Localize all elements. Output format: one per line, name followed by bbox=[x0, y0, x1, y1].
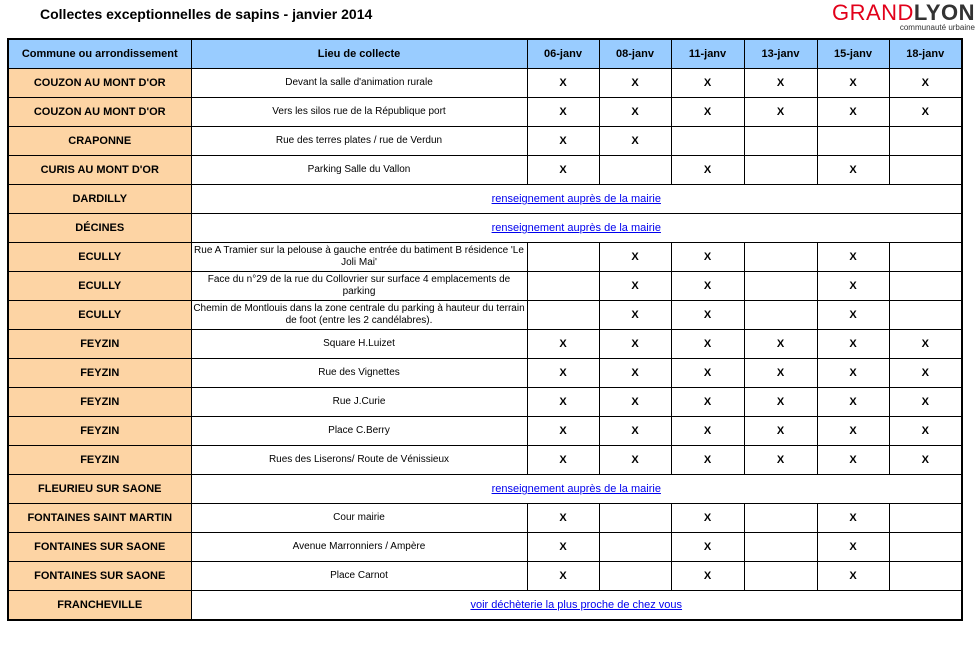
logo-lyon: LYON bbox=[913, 0, 975, 25]
date-mark-cell: X bbox=[671, 446, 744, 475]
table-row bbox=[8, 301, 962, 330]
lieu-cell: Place Carnot bbox=[191, 562, 527, 591]
table-row bbox=[8, 185, 962, 214]
commune-cell: ECULLY bbox=[8, 301, 191, 330]
date-mark-cell: X bbox=[527, 330, 599, 359]
lieu-cell: Parking Salle du Vallon bbox=[191, 156, 527, 185]
commune-cell: FEYZIN bbox=[8, 359, 191, 388]
commune-cell: COUZON AU MONT D'OR bbox=[8, 69, 191, 98]
lieu-cell: Vers les silos rue de la République port bbox=[191, 98, 527, 127]
date-mark-cell bbox=[744, 533, 817, 562]
date-mark-cell: X bbox=[671, 301, 744, 330]
date-mark-cell: X bbox=[817, 388, 889, 417]
info-link[interactable]: renseignement auprès de la mairie bbox=[491, 222, 661, 234]
date-mark-cell: X bbox=[599, 243, 671, 272]
lieu-cell: Rue A Tramier sur la pelouse à gauche entrée du batiment B résidence 'Le Joli Mai' bbox=[191, 243, 527, 272]
date-mark-cell: X bbox=[671, 156, 744, 185]
lieu-cell: Devant la salle d'animation rurale bbox=[191, 69, 527, 98]
column-header-2: 06-janv bbox=[527, 39, 599, 69]
date-mark-cell: X bbox=[527, 533, 599, 562]
commune-cell: FRANCHEVILLE bbox=[8, 591, 191, 621]
table-row bbox=[8, 98, 962, 127]
info-cell bbox=[191, 591, 962, 621]
info-cell bbox=[191, 214, 962, 243]
date-mark-cell: X bbox=[744, 98, 817, 127]
date-mark-cell: X bbox=[527, 562, 599, 591]
page-title: Collectes exceptionnelles de sapins - janvier 2014 bbox=[40, 6, 373, 22]
column-header-1: Lieu de collecte bbox=[191, 39, 527, 69]
date-mark-cell: X bbox=[527, 417, 599, 446]
date-mark-cell: X bbox=[527, 446, 599, 475]
column-header-0: Commune ou arrondissement bbox=[8, 39, 191, 69]
info-link[interactable]: renseignement auprès de la mairie bbox=[491, 193, 661, 205]
date-mark-cell bbox=[889, 127, 962, 156]
date-mark-cell: X bbox=[599, 301, 671, 330]
date-mark-cell: X bbox=[527, 388, 599, 417]
date-mark-cell: X bbox=[599, 69, 671, 98]
date-mark-cell: X bbox=[599, 388, 671, 417]
lieu-cell: Chemin de Montlouis dans la zone centrale du parking à hauteur du terrain de foot (entre les 2 candélabres). bbox=[191, 301, 527, 330]
date-mark-cell: X bbox=[671, 533, 744, 562]
column-header-3: 08-janv bbox=[599, 39, 671, 69]
date-mark-cell: X bbox=[671, 272, 744, 301]
table-row bbox=[8, 69, 962, 98]
commune-cell: FEYZIN bbox=[8, 388, 191, 417]
date-mark-cell bbox=[671, 127, 744, 156]
date-mark-cell: X bbox=[817, 446, 889, 475]
date-mark-cell bbox=[599, 533, 671, 562]
column-header-5: 13-janv bbox=[744, 39, 817, 69]
date-mark-cell: X bbox=[817, 301, 889, 330]
info-link[interactable]: renseignement auprès de la mairie bbox=[491, 483, 661, 495]
collection-table bbox=[7, 38, 963, 621]
date-mark-cell: X bbox=[671, 330, 744, 359]
date-mark-cell: X bbox=[744, 69, 817, 98]
date-mark-cell bbox=[889, 533, 962, 562]
date-mark-cell: X bbox=[599, 417, 671, 446]
lieu-cell: Rue des Vignettes bbox=[191, 359, 527, 388]
lieu-cell: Avenue Marronniers / Ampère bbox=[191, 533, 527, 562]
date-mark-cell bbox=[744, 562, 817, 591]
date-mark-cell: X bbox=[817, 69, 889, 98]
date-mark-cell: X bbox=[889, 330, 962, 359]
column-header-7: 18-janv bbox=[889, 39, 962, 69]
table-row bbox=[8, 504, 962, 533]
date-mark-cell: X bbox=[889, 417, 962, 446]
date-mark-cell: X bbox=[671, 243, 744, 272]
date-mark-cell: X bbox=[599, 446, 671, 475]
date-mark-cell: X bbox=[671, 504, 744, 533]
lieu-cell: Rue des terres plates / rue de Verdun bbox=[191, 127, 527, 156]
date-mark-cell: X bbox=[817, 243, 889, 272]
date-mark-cell bbox=[599, 156, 671, 185]
table-row bbox=[8, 475, 962, 504]
logo-wordmark bbox=[832, 2, 975, 24]
date-mark-cell bbox=[889, 243, 962, 272]
date-mark-cell: X bbox=[599, 359, 671, 388]
table-row bbox=[8, 127, 962, 156]
date-mark-cell: X bbox=[889, 98, 962, 127]
date-mark-cell: X bbox=[671, 417, 744, 446]
date-mark-cell: X bbox=[744, 446, 817, 475]
column-header-6: 15-janv bbox=[817, 39, 889, 69]
date-mark-cell bbox=[889, 562, 962, 591]
date-mark-cell: X bbox=[671, 359, 744, 388]
date-mark-cell bbox=[817, 127, 889, 156]
date-mark-cell: X bbox=[817, 504, 889, 533]
commune-cell: COUZON AU MONT D'OR bbox=[8, 98, 191, 127]
date-mark-cell: X bbox=[527, 69, 599, 98]
date-mark-cell: X bbox=[744, 417, 817, 446]
grandlyon-logo bbox=[832, 2, 975, 32]
date-mark-cell bbox=[889, 272, 962, 301]
commune-cell: ECULLY bbox=[8, 243, 191, 272]
date-mark-cell: X bbox=[599, 272, 671, 301]
lieu-cell: Place C.Berry bbox=[191, 417, 527, 446]
commune-cell: FLEURIEU SUR SAONE bbox=[8, 475, 191, 504]
table-row bbox=[8, 591, 962, 621]
info-cell bbox=[191, 475, 962, 504]
commune-cell: ECULLY bbox=[8, 272, 191, 301]
logo-subtitle: communauté urbaine bbox=[899, 23, 975, 32]
table-row bbox=[8, 562, 962, 591]
commune-cell: DARDILLY bbox=[8, 185, 191, 214]
commune-cell: FONTAINES SAINT MARTIN bbox=[8, 504, 191, 533]
date-mark-cell: X bbox=[744, 359, 817, 388]
commune-cell: DÉCINES bbox=[8, 214, 191, 243]
date-mark-cell: X bbox=[527, 156, 599, 185]
commune-cell: FEYZIN bbox=[8, 417, 191, 446]
commune-cell: FEYZIN bbox=[8, 330, 191, 359]
date-mark-cell bbox=[744, 243, 817, 272]
date-mark-cell: X bbox=[817, 417, 889, 446]
date-mark-cell: X bbox=[671, 562, 744, 591]
commune-cell: CURIS AU MONT D'OR bbox=[8, 156, 191, 185]
table-row bbox=[8, 272, 962, 301]
table-row bbox=[8, 330, 962, 359]
date-mark-cell bbox=[744, 272, 817, 301]
logo-grand: GRAND bbox=[831, 0, 914, 25]
date-mark-cell bbox=[744, 156, 817, 185]
date-mark-cell: X bbox=[817, 156, 889, 185]
date-mark-cell bbox=[889, 156, 962, 185]
date-mark-cell bbox=[889, 301, 962, 330]
info-cell bbox=[191, 185, 962, 214]
date-mark-cell: X bbox=[527, 98, 599, 127]
date-mark-cell: X bbox=[599, 98, 671, 127]
commune-cell: FEYZIN bbox=[8, 446, 191, 475]
date-mark-cell: X bbox=[817, 98, 889, 127]
date-mark-cell: X bbox=[817, 562, 889, 591]
date-mark-cell: X bbox=[889, 446, 962, 475]
date-mark-cell bbox=[527, 272, 599, 301]
lieu-cell: Face du n°29 de la rue du Collovrier sur surface 4 emplacements de parking bbox=[191, 272, 527, 301]
table-row bbox=[8, 359, 962, 388]
commune-cell: CRAPONNE bbox=[8, 127, 191, 156]
date-mark-cell: X bbox=[889, 388, 962, 417]
date-mark-cell: X bbox=[527, 127, 599, 156]
date-mark-cell bbox=[744, 301, 817, 330]
date-mark-cell bbox=[744, 127, 817, 156]
table-row bbox=[8, 388, 962, 417]
date-mark-cell bbox=[527, 243, 599, 272]
table-row bbox=[8, 214, 962, 243]
date-mark-cell: X bbox=[817, 272, 889, 301]
table-row bbox=[8, 156, 962, 185]
lieu-cell: Square H.Luizet bbox=[191, 330, 527, 359]
table-header-row bbox=[8, 39, 962, 69]
date-mark-cell: X bbox=[599, 330, 671, 359]
date-mark-cell: X bbox=[599, 127, 671, 156]
date-mark-cell: X bbox=[671, 388, 744, 417]
table-row bbox=[8, 417, 962, 446]
date-mark-cell: X bbox=[889, 359, 962, 388]
date-mark-cell bbox=[889, 504, 962, 533]
date-mark-cell bbox=[744, 504, 817, 533]
lieu-cell: Rues des Liserons/ Route de Vénissieux bbox=[191, 446, 527, 475]
column-header-4: 11-janv bbox=[671, 39, 744, 69]
date-mark-cell bbox=[599, 504, 671, 533]
commune-cell: FONTAINES SUR SAONE bbox=[8, 533, 191, 562]
date-mark-cell bbox=[527, 301, 599, 330]
lieu-cell: Rue J.Curie bbox=[191, 388, 527, 417]
date-mark-cell: X bbox=[817, 330, 889, 359]
lieu-cell: Cour mairie bbox=[191, 504, 527, 533]
date-mark-cell: X bbox=[744, 330, 817, 359]
table-row bbox=[8, 533, 962, 562]
date-mark-cell: X bbox=[671, 98, 744, 127]
date-mark-cell: X bbox=[817, 533, 889, 562]
date-mark-cell: X bbox=[527, 504, 599, 533]
date-mark-cell: X bbox=[889, 69, 962, 98]
commune-cell: FONTAINES SUR SAONE bbox=[8, 562, 191, 591]
date-mark-cell: X bbox=[744, 388, 817, 417]
date-mark-cell: X bbox=[817, 359, 889, 388]
date-mark-cell: X bbox=[671, 69, 744, 98]
table-row bbox=[8, 243, 962, 272]
date-mark-cell: X bbox=[527, 359, 599, 388]
info-link[interactable]: voir déchèterie la plus proche de chez vous bbox=[470, 599, 683, 611]
table-row bbox=[8, 446, 962, 475]
date-mark-cell bbox=[599, 562, 671, 591]
